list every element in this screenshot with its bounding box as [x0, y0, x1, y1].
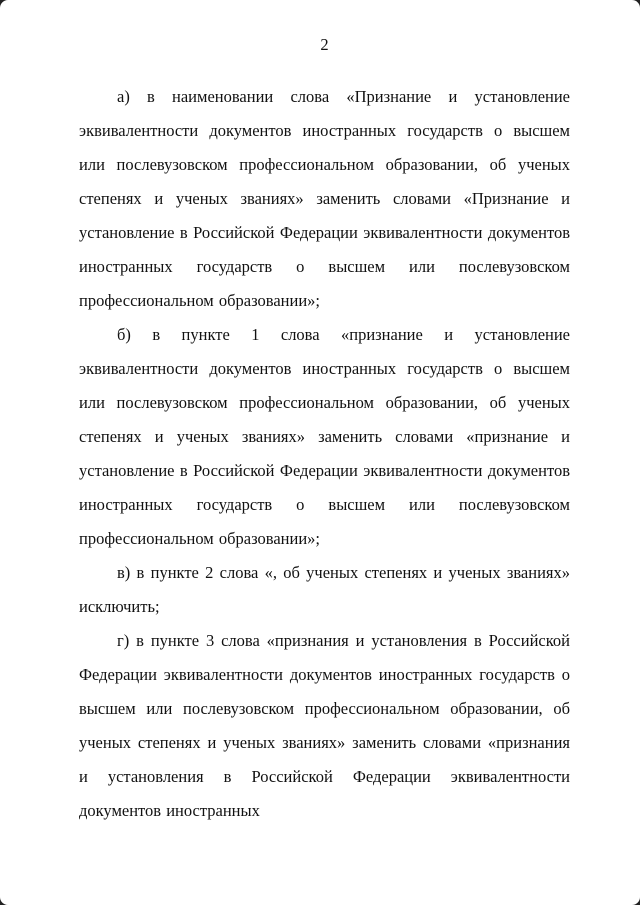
page-number: 2 [320, 35, 329, 54]
paragraph-v: в) в пункте 2 слова «, об ученых степенях и ученых званиях» исключить; [79, 563, 570, 616]
document-body [79, 80, 570, 828]
paragraph-a: а) в наименовании слова «Признание и установление эквивалентности документов иностранных государств о высшем или послевузовском профессиональном образовании, об ученых степенях и ученых званиях» заменить словами «Признание и установление в Российской Федерации эквивалентности документов иностранных государств о высшем или послевузовском профессиональном образовании»; [79, 87, 570, 310]
paragraph-b: б) в пункте 1 слова «признание и установление эквивалентности документов иностранных государств о высшем или послевузовском профессиональном образовании, об ученых степенях и ученых званиях» заменить словами «признание и установление в Российской Федерации эквивалентности документов иностранных государств о высшем или послевузовском профессиональном образовании»; [79, 325, 570, 548]
paragraph-g: г) в пункте 3 слова «признания и установления в Российской Федерации эквивалентности документов иностранных государств о высшем или послевузовском профессиональном образовании, об ученых степенях и ученых званиях» заменить словами «признания и установления в Российской Федерации эквивалентности документов иностранных [79, 631, 570, 820]
